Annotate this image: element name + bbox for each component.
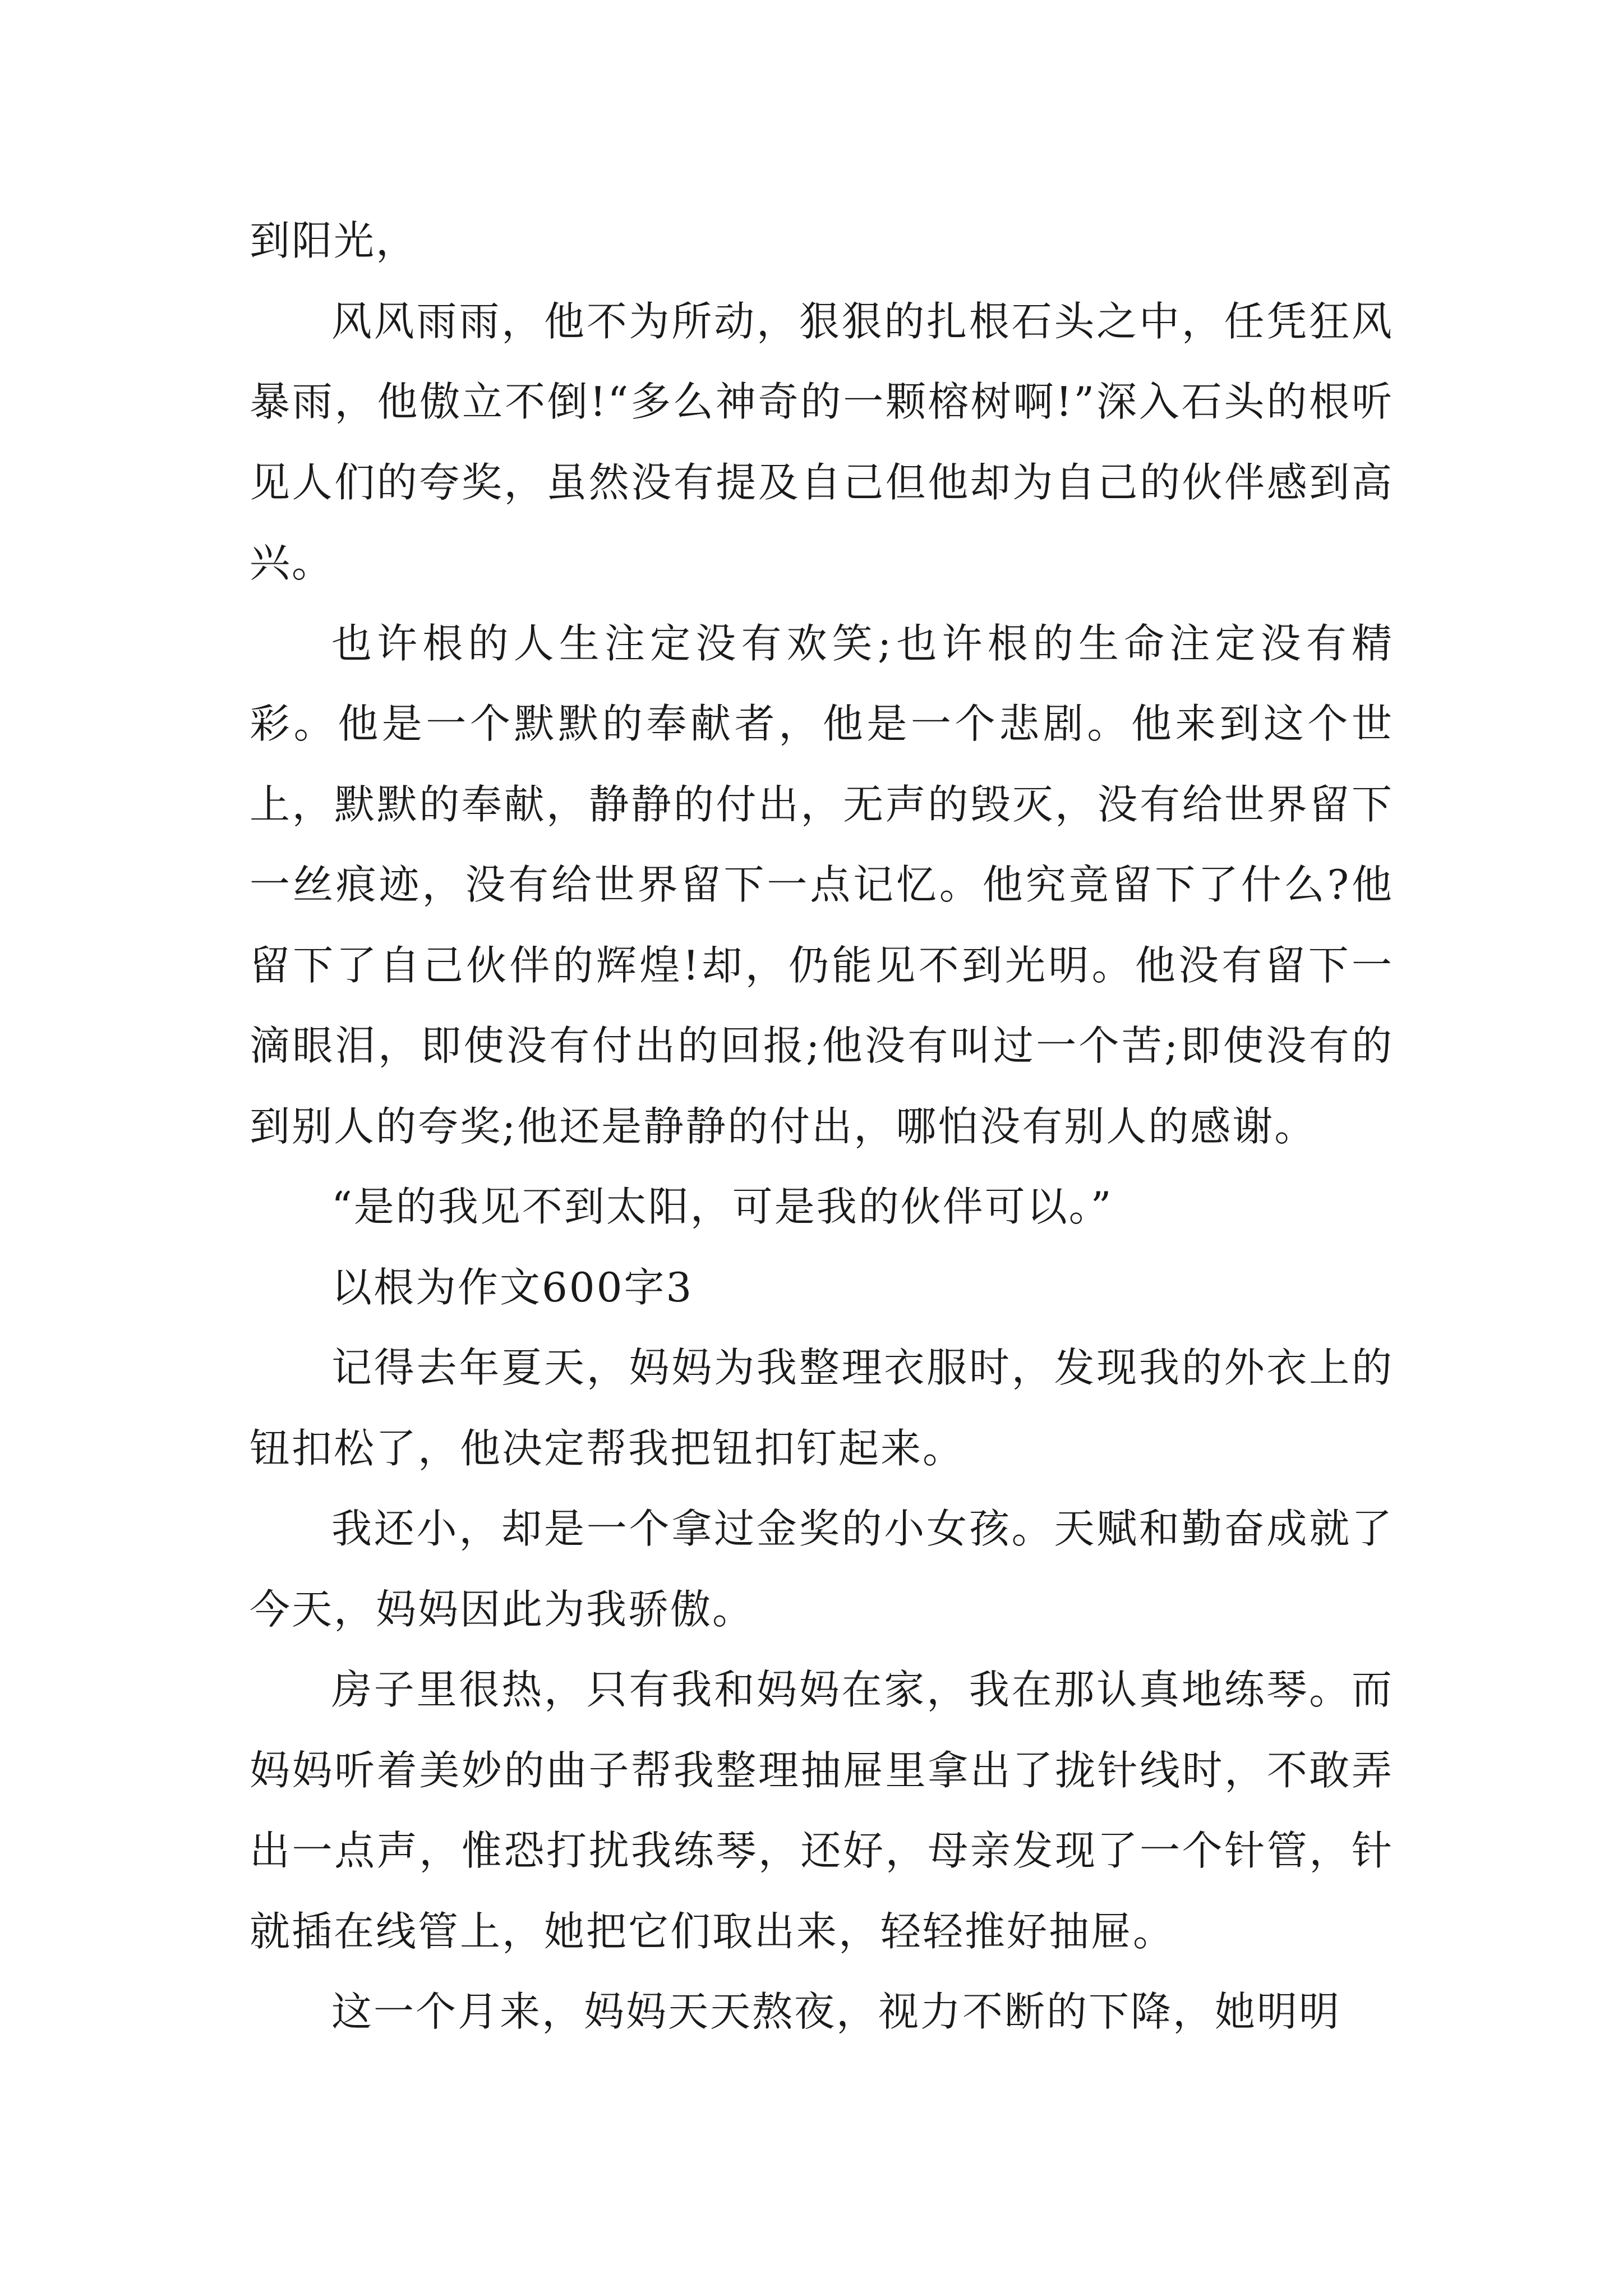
body-text	[250, 201, 1394, 2053]
paragraph-6: 我还小，却是一个拿过金奖的小女孩。天赋和勤奋成就了今天，妈妈因此为我骄傲。	[250, 1505, 1394, 1633]
paragraph-5: 记得去年夏天，妈妈为我整理衣服时，发现我的外衣上的钮扣松了，他决定帮我把钮扣钉起来。	[250, 1344, 1394, 1472]
paragraph-2: 风风雨雨，他不为所动，狠狠的扎根石头之中，任凭狂风暴雨，他傲立不倒!“多么神奇的一颗榕树啊!”深入石头的根听见人们的夸奖，虽然没有提及自己但他却为自己的伙伴感到高兴。	[250, 297, 1394, 586]
paragraph-7: 房子里很热，只有我和妈妈在家，我在那认真地练琴。而妈妈听着美妙的曲子帮我整理抽屉里拿出了拢针线时，不敢弄出一点声，惟恐打扰我练琴，还好，母亲发现了一个针管，针就插在线管上，她把它们取出来，轻轻推好抽屉。	[250, 1666, 1394, 1955]
paragraph-8: 这一个月来，妈妈天天熬夜，视力不断的下降，她明明	[331, 1988, 1341, 2035]
section-heading: 以根为作文600字3	[331, 1263, 694, 1311]
paragraph-3: 也许根的人生注定没有欢笑;也许根的生命注定没有精彩。他是一个默默的奉献者，他是一个悲剧。他来到这个世上，默默的奉献，静静的付出，无声的毁灭，没有给世界留下一丝痕迹，没有给世界留下一点记忆。他究竟留下了什么?他留下了自己伙伴的辉煌!却，仍能见不到光明。他没有留下一滴眼泪，即使没有付出的回报;他没有叫过一个苦;即使没有的到别人的夸奖;他还是静静的付出，哪怕没有别人的感谢。	[250, 619, 1394, 1150]
quote-paragraph: “是的我见不到太阳，可是我的伙伴可以。”	[331, 1183, 1113, 1230]
paragraph-1: 到阳光，	[250, 217, 418, 264]
